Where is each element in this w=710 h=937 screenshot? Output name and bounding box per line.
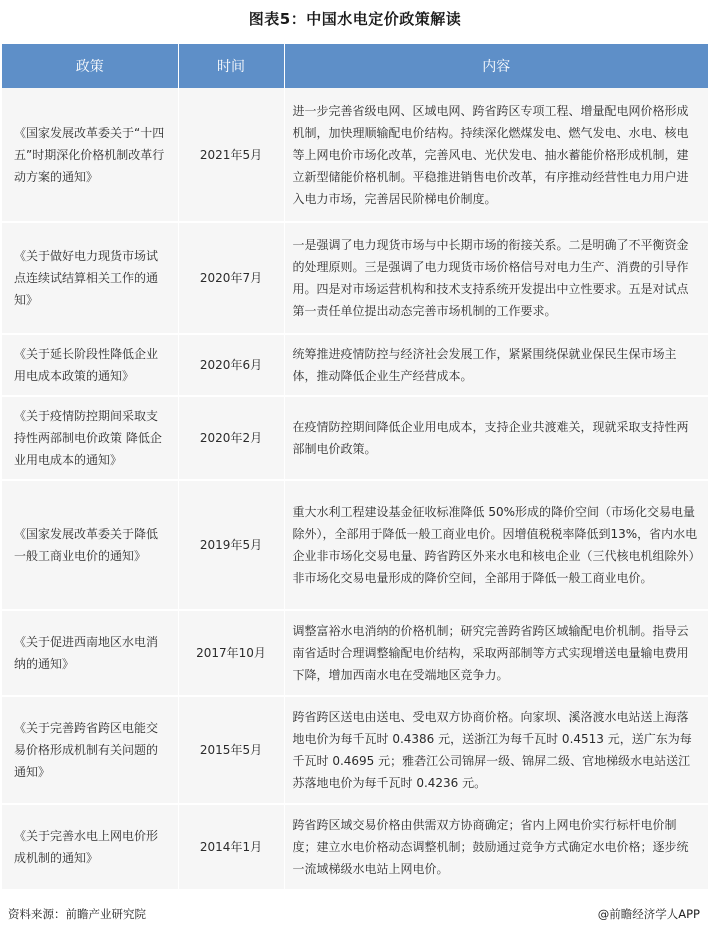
policy-cell: 《关于促进西南地区水电消纳的通知》 xyxy=(2,610,178,696)
table-row xyxy=(2,480,708,610)
time-cell: 2017年10月 xyxy=(178,610,284,696)
time-cell: 2021年5月 xyxy=(178,88,284,222)
policy-cell: 《关于延长阶段性降低企业用电成本政策的通知》 xyxy=(2,334,178,396)
source-note: 资料来源：前瞻产业研究院 xyxy=(8,907,146,921)
policy-table xyxy=(2,44,708,891)
content-cell: 在疫情防控期间降低企业用电成本，支持企业共渡难关，现就采取支持性两部制电价政策。 xyxy=(284,396,708,480)
content-cell: 跨省跨区送电由送电、受电双方协商价格。向家坝、溪洛渡水电站送上海落地电价为每千瓦时 0.4386 元，送浙江为每千瓦时 0.4513 元，送广东为每千瓦时 0.4695 元；雅砻江公司锦屏一级、锦屏二级、官地梯级水电站送江苏落地电价为每千瓦时 0.4236 元。 xyxy=(284,696,708,804)
policy-cell: 《关于完善跨省跨区电能交易价格形成机制有关问题的通知》 xyxy=(2,696,178,804)
time-cell: 2020年7月 xyxy=(178,222,284,334)
header-policy: 政策 xyxy=(2,44,178,88)
brand-credit: @前瞻经济学人APP xyxy=(597,907,700,921)
table-row xyxy=(2,610,708,696)
table-row xyxy=(2,396,708,480)
policy-cell: 《关于疫情防控期间采取支持性两部制电价政策 降低企业用电成本的通知》 xyxy=(2,396,178,480)
time-cell: 2020年2月 xyxy=(178,396,284,480)
header-content: 内容 xyxy=(284,44,708,88)
policy-cell: 《国家发展改革委关于“十四五”时期深化价格机制改革行动方案的通知》 xyxy=(2,88,178,222)
policy-cell: 《国家发展改革委关于降低一般工商业电价的通知》 xyxy=(2,480,178,610)
content-cell: 一是强调了电力现货市场与中长期市场的衔接关系。二是明确了不平衡资金的处理原则。三是强调了电力现货市场价格信号对电力生产、消费的引导作用。四是对市场运营机构和技术支持系统开发提出中立性要求。五是对试点第一责任单位提出动态完善市场机制的工作要求。 xyxy=(284,222,708,334)
table-row xyxy=(2,222,708,334)
time-cell: 2015年5月 xyxy=(178,696,284,804)
content-cell: 调整富裕水电消纳的价格机制；研究完善跨省跨区域输配电价机制。指导云南省适时合理调整输配电价结构，采取两部制等方式实现增送电量输电费用下降，增加西南水电在受端地区竞争力。 xyxy=(284,610,708,696)
table-row xyxy=(2,88,708,222)
table-header-row xyxy=(2,44,708,88)
table-row xyxy=(2,334,708,396)
time-cell: 2020年6月 xyxy=(178,334,284,396)
content-cell: 进一步完善省级电网、区域电网、跨省跨区专项工程、增量配电网价格形成机制，加快理顺输配电价结构。持续深化燃煤发电、燃气发电、水电、核电等上网电价市场化改革，完善风电、光伏发电、抽水蓄能价格形成机制，建立新型储能价格机制。平稳推进销售电价改革，有序推动经营性电力用户进入电力市场，完善居民阶梯电价制度。 xyxy=(284,88,708,222)
content-cell: 重大水利工程建设基金征收标准降低 50%形成的降价空间（市场化交易电量除外），全部用于降低一般工商业电价。因增值税税率降低到13%，省内水电企业非市场化交易电量、跨省跨区外来水电和核电企业（三代核电机组除外）非市场化交易电量形成的降价空间，全部用于降低一般工商业电价。 xyxy=(284,480,708,610)
header-time: 时间 xyxy=(178,44,284,88)
table-row xyxy=(2,804,708,890)
time-cell: 2014年1月 xyxy=(178,804,284,890)
content-cell: 统筹推进疫情防控与经济社会发展工作，紧紧围绕保就业保民生保市场主体，推动降低企业生产经营成本。 xyxy=(284,334,708,396)
time-cell: 2019年5月 xyxy=(178,480,284,610)
policy-cell: 《关于做好电力现货市场试点连续试结算相关工作的通知》 xyxy=(2,222,178,334)
table-row xyxy=(2,696,708,804)
content-cell: 跨省跨区域交易价格由供需双方协商确定；省内上网电价实行标杆电价制度；建立水电价格动态调整机制；鼓励通过竞争方式确定水电价格；逐步统一流域梯级水电站上网电价。 xyxy=(284,804,708,890)
policy-cell: 《关于完善水电上网电价形成机制的通知》 xyxy=(2,804,178,890)
page-title: 图表5：中国水电定价政策解读 xyxy=(248,10,462,28)
